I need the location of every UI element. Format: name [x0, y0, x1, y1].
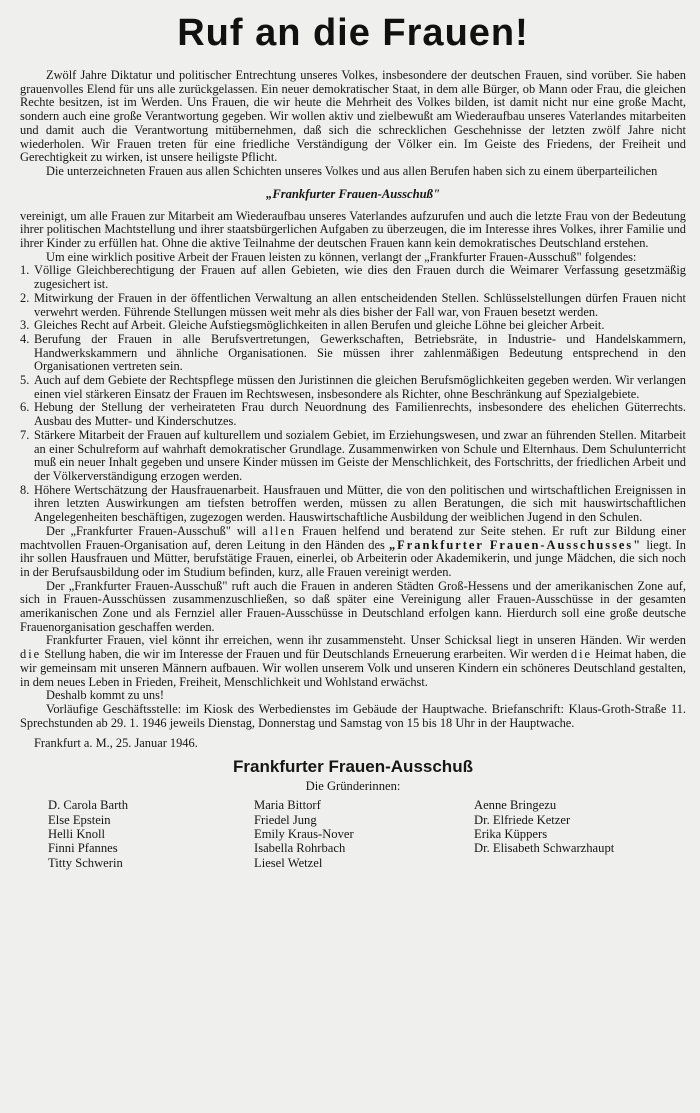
founders-column	[228, 798, 458, 869]
date-line: Frankfurt a. M., 25. Januar 1946.	[34, 736, 198, 751]
founders-heading: Die Gründerinnen:	[305, 779, 401, 794]
committee-name-emphasis: „Frankfurter Frauen-Ausschusses"	[388, 537, 643, 552]
purpose-paragraph: vereinigt, um alle Frauen zur Mitarbeit am Wiederaufbau unseres Vaterlandes aufzurufen und auch die letzte Frau von der Bedeutung ihrer politischen Machtstellung und ihrer staatsbürgerlichen Aufgaben zu überzeugen, die im Interesse ihres Volkes, ihrer Familie und ihrer Kinder zu erfüllen hat. Ohne die aktive Teilnahme der deutschen Frauen kann kein demokratisches Deutschland erstehen.	[20, 208, 686, 251]
closing-paragraph: Der „Frankfurter Frauen-Ausschuß" ruft auch die Frauen in anderen Städten Groß-Hessens und der amerikanischen Zone auf, sich in Frauen-Ausschüssen zusammenzuschließen, so daß später eine Vereinigung aller Frauen-Ausschüsse in der gesamten amerikanischen Zone und als Fernziel aller Frauen-Ausschüsse in Deutschland erfolgen kann. Hierdurch soll eine große deutsche Frauenorganisation geschaffen werden.	[20, 578, 686, 634]
founder-name: Emily Kraus-Nover	[254, 826, 354, 841]
founder-name: Else Epstein	[48, 812, 111, 827]
demand-number: 7.	[20, 427, 30, 442]
demand-item	[20, 401, 686, 428]
founder-name: D. Carola Barth	[48, 798, 129, 813]
demand-text: Völlige Gleichberechtigung der Frauen auf allen Gebieten, wie dies den Frauen durch die Weimarer Verfassung gesetzmäßig zugesichert ist.	[34, 263, 686, 292]
founder-name: Titty Schwerin	[48, 855, 123, 870]
intro-paragraph: Die unterzeichneten Frauen aus allen Schichten unseres Volkes und aus allen Berufen haben sich zu einem überparteilichen	[46, 163, 658, 178]
intro-section	[20, 69, 686, 179]
demand-item	[20, 264, 686, 291]
demand-number: 5.	[20, 373, 30, 388]
demand-item	[20, 429, 686, 484]
demand-number: 1.	[20, 263, 30, 278]
founder-name: Dr. Elfriede Ketzer	[474, 812, 571, 827]
demand-text: Hebung der Stellung der verheirateten Frau durch Neuordnung des Familienrechts, insbesondere des ehelichen Güterrechts. Ausbau des Mutter- und Kinderschutzes.	[34, 400, 686, 429]
poster-title: Ruf an die Frauen!	[177, 12, 529, 54]
demand-text: Höhere Wertschätzung der Hausfrauenarbeit. Hausfrauen und Mütter, die von den politischen und wirtschaftlichen Ereignissen in ihren letzten Auswirkungen am tiefsten betroffen werden, müssen zu allen Beratungen, die sich mit hauswirtschaftlichen Angelegenheiten beschäftigen, zugezogen werden. Hauswirtschaftliche Ausbildung der weiblichen Jugend in den Schulen.	[34, 482, 686, 525]
closing-emphasis: die	[570, 647, 593, 662]
demand-text: Berufung der Frauen in alle Berufsvertretungen, Gewerkschaften, Betriebsräte, in Industrie- und Handelskammern, Handwerkskammern und ähnliche Organisationen. Sie müssen ihrer zahlenmäßigen Bedeutung entsprechend in den Organisationen vertreten sein.	[34, 331, 686, 374]
demand-item	[20, 292, 686, 319]
founder-name: Isabella Rohrbach	[254, 841, 346, 856]
founders-column	[20, 798, 228, 869]
founder-name: Helli Knoll	[48, 826, 106, 841]
demand-text: Mitwirkung der Frauen in der öffentlichen Verwaltung an allen entscheidenden Stellen. Schlüsselstellungen dürfen Frauen nicht verwehrt werden. Führende Stellungen müssen weit mehr als dies bisher der Fall war, von Frauen besetzt werden.	[34, 290, 686, 319]
founders-list	[20, 798, 686, 869]
demand-number: 3.	[20, 318, 30, 333]
demand-item	[20, 333, 686, 374]
closing-paragraph	[20, 634, 686, 689]
purpose-section	[20, 210, 686, 731]
closing-text: Frauen helfend und beratend zur Seite stehen. Er ruft zur Bildung einer machtvollen Frauen-Organisation auf, deren Leitung in den Händen des	[20, 523, 686, 552]
demand-number: 6.	[20, 400, 30, 415]
closing-text: Stellung haben, die wir im Interesse der Frauen und für Deutschlands Erneuerung erarbeiten. Wir werden	[41, 647, 571, 662]
founder-name: Erika Küppers	[474, 826, 548, 841]
founder-name: Friedel Jung	[254, 812, 317, 827]
closing-paragraph	[20, 525, 686, 580]
purpose-paragraph: Um eine wirklich positive Arbeit der Frauen leisten zu können, verlangt der „Frankfurter Frauen-Ausschuß" folgendes:	[46, 249, 637, 264]
demand-number: 4.	[20, 331, 30, 346]
intro-paragraph: Zwölf Jahre Diktatur und politischer Entrechtung unseres Volkes, insbesondere der deutschen Frauen, sind vorüber. Sie haben grauenvolles Elend für uns alle zurückgelassen. Ein neuer demokratischer Staat, in dem alle Bürger, ob Mann oder Frau, die gleichen Rechte besitzen, ist im Werden. Uns Frauen, die wir heute die Mehrheit des Volkes bilden, ist damit nicht nur eine große Macht, sondern auch eine große Verantwortung gegeben. Wir wollen aktiv und zielbewußt am Wiederaufbau unseres Vaterlandes mitarbeiten und damit auch die Verantwortung mitübernehmen, daß sich die schrecklichen Geschehnisse der letzten zwölf Jahre nicht wiederholen. Wir Frauen treten für eine friedliche Verständigung der Völker ein. Im Geiste des Friedens, der Freiheit und Gerechtigkeit zu wirken, ist unsere heiligste Pflicht.	[20, 68, 686, 165]
demand-number: 2.	[20, 290, 30, 305]
office-info: Vorläufige Geschäftsstelle: im Kiosk des Werbedienstes im Gebäude der Hauptwache. Briefanschrift: Klaus-Groth-Straße 11. Sprechstunden ab 29. 1. 1946 jeweils Dienstag, Donnerstag und Samstag von 15 bis 18 Uhr in der Hauptwache.	[20, 701, 686, 730]
signature-title: Frankfurter Frauen-Ausschuß	[233, 757, 473, 777]
founders-column	[458, 798, 678, 869]
call-to-action: Deshalb kommt zu uns!	[46, 688, 165, 703]
closing-text: liegt. In ihr sollen Hausfrauen und Mütter, berufstätige Frauen, einerlei, ob Arbeiterin oder Akademikerin, und junge Mädchen, die sich noch in der Berufsausbildung oder im Studium befinden, kurz, alle Frauen vereinigt werden.	[20, 537, 686, 579]
demand-item	[20, 484, 686, 525]
founder-name: Aenne Bringezu	[474, 798, 557, 813]
founder-name: Finni Pfannes	[48, 841, 118, 856]
closing-text: Heimat haben, die wir gemeinsam mit unseren Männern aufbauen. Wir wollen unserem Volk und unseren Kindern ein schöneres Deutschland gestalten, in dem neues Leben in Frieden, Freiheit, Menschlichkeit und Wohlstand erwächst.	[20, 647, 686, 689]
demand-text: Gleiches Recht auf Arbeit. Gleiche Aufstiegsmöglichkeiten in allen Berufen und gleiche Löhne bei gleicher Arbeit.	[34, 318, 605, 333]
demands-list	[20, 264, 686, 524]
committee-heading: „Frankfurter Frauen-Ausschuß"	[266, 186, 440, 201]
closing-text: Der „Frankfurter Frauen-Ausschuß" will	[46, 523, 263, 538]
founder-name: Dr. Elisabeth Schwarzhaupt	[474, 841, 615, 856]
founder-name: Maria Bittorf	[254, 798, 321, 813]
closing-text: Frankfurter Frauen, viel könnt ihr erreichen, wenn ihr zusammensteht. Unser Schicksal liegt in unseren Händen. Wir werden	[46, 633, 686, 648]
closing-emphasis: die	[20, 647, 42, 662]
demand-text: Stärkere Mitarbeit der Frauen auf kulturellem und sozialem Gebiet, im Erziehungswesen, und zwar an führenden Stellen. Mitarbeit an einer Schulreform auf wahrhaft demokratischer Grundlage. Zusammenwirken von Schule und Elternhaus. Dem Schulunterricht muß ein neuer Inhalt gegeben und unsere Kinder müssen im Geiste der Menschlichkeit, des Fortschritts, der friedlichen Arbeit und der Völkerverständigung erzogen werden.	[34, 427, 686, 483]
demand-item	[20, 319, 686, 333]
demand-text: Auch auf dem Gebiete der Rechtspflege müssen den Juristinnen die gleichen Berufsmöglichkeiten gegeben werden. Wir verlangen einen viel stärkeren Einsatz der Frauen im Rechtswesen, insbesondere als Richter, ohne Beschränkung auf Spezialgebiete.	[34, 373, 686, 401]
demand-item	[20, 374, 686, 401]
closing-emphasis: allen	[262, 523, 297, 538]
founder-name: Liesel Wetzel	[254, 855, 323, 870]
demand-number: 8.	[20, 482, 30, 497]
